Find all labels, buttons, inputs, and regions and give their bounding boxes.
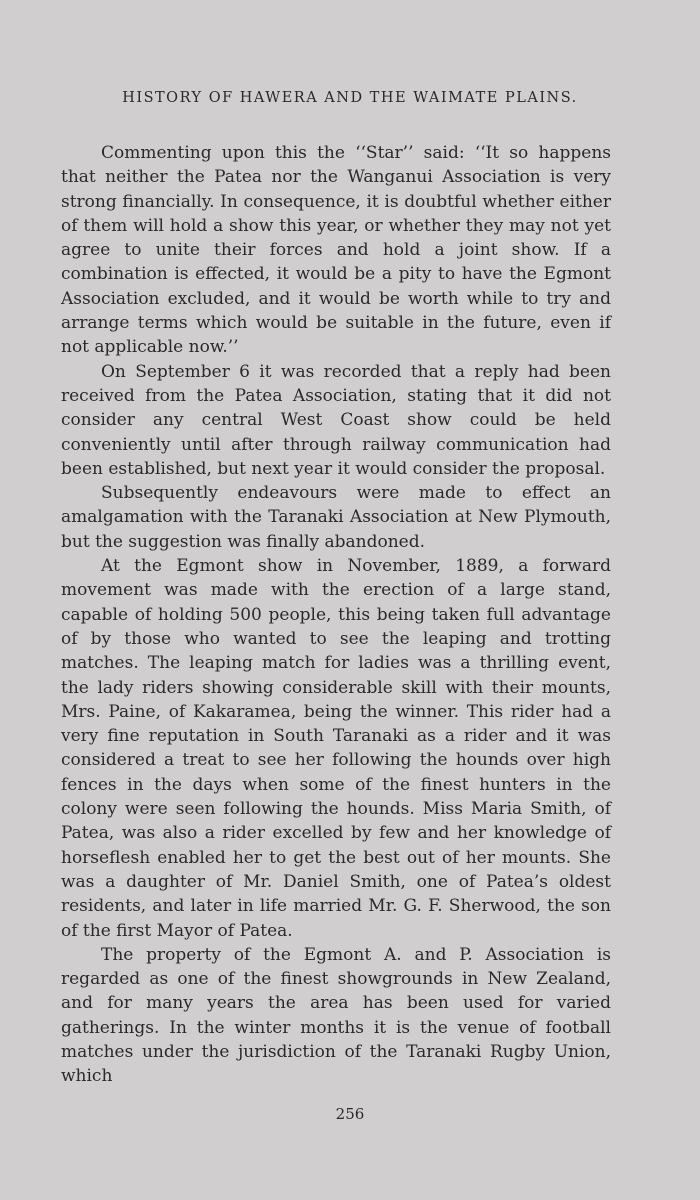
paragraph: Commenting upon this the ‘‘Star’’ said: ‘‘It so happens that neither the Patea nor the Wanganui Association is very strong financially. In consequence, it is doubtful whether either of them will hold a show this year, or whether they may not yet agree to unite their forces and hold a joint show. If a combination is effected, it would be a pity to have the Egmont Association excluded, and it would be worth while to try and arrange terms which would be suitable in the future, even if not applicable now.’’ (61, 143, 611, 358)
page-number: 256 (335, 1105, 365, 1123)
paragraph: On September 6 it was recorded that a reply had been received from the Patea Association, stating that it did not consider any central West Coast show could be held conveniently until after through railway communication had been established, but next year it would consider the proposal. (61, 361, 611, 479)
running-header: HISTORY OF HAWERA AND THE WAIMATE PLAINS. (122, 90, 578, 106)
body-text (61, 141, 611, 1089)
paragraph: Subsequently endeavours were made to effect an amalgamation with the Taranaki Association at New Plymouth, but the suggestion was finally abandoned. (61, 483, 611, 552)
paragraph: The property of the Egmont A. and P. Association is regarded as one of the finest showgrounds in New Zealand, and for many years the area has been used for varied gatherings. In the winter months it is the venue of football matches under the jurisdiction of the Taranaki Rugby Union, which (61, 944, 611, 1087)
paragraph: At the Egmont show in November, 1889, a forward movement was made with the erection of a large stand, capable of holding 500 people, this being taken full advantage of by those who wanted to see the leaping and trotting matches. The leaping match for ladies was a thrilling event, the lady riders showing considerable skill with their mounts, Mrs. Paine, of Kakaramea, being the winner. This rider had a very fine reputation in South Taranaki as a rider and it was considered a treat to see her following the hounds over high fences in the days when some of the finest hunters in the colony were seen following the hounds. Miss Maria Smith, of Patea, was also a rider excelled by few and her knowledge of horseflesh enabled her to get the best out of her mounts. She was a daughter of Mr. Daniel Smith, one of Patea’s oldest residents, and later in life married Mr. G. F. Sherwood, the son of the first Mayor of Patea. (61, 556, 611, 941)
